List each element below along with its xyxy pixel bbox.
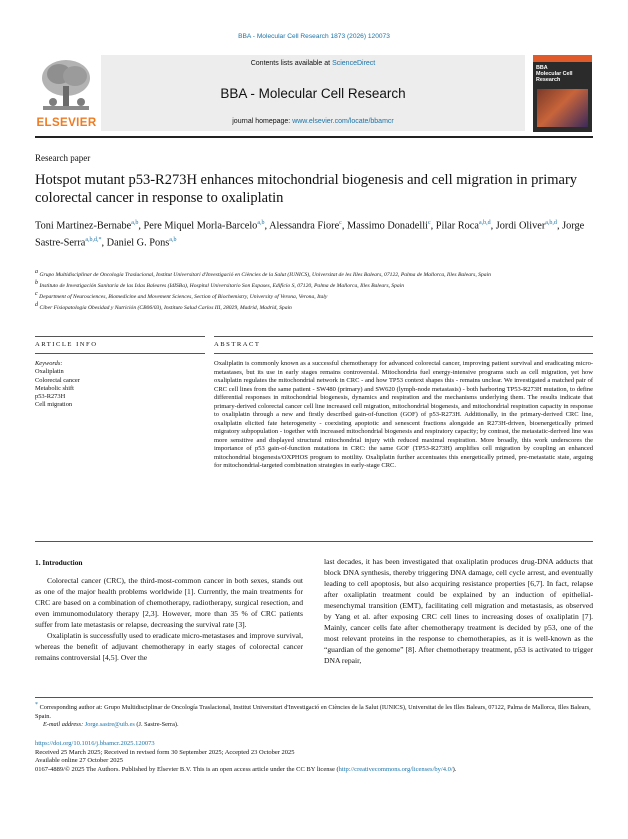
introduction-heading: 1. Introduction (35, 558, 83, 567)
intro-column-right (324, 556, 593, 666)
author-affiliation-marker[interactable]: a,b (169, 237, 177, 244)
keyword: Colorectal cancer (35, 376, 80, 384)
author-affiliation-marker[interactable]: c (339, 220, 342, 226)
journal-reference[interactable]: BBA - Molecular Cell Research 1873 (2026) 120073 (238, 33, 390, 40)
affiliation-text: Instituto de Investigación Sanitaria de las Islas Baleares (IdISBa), Hospital Universitario Son Espases, Edificio S, 07120, Palma de Mallorca, Illes Balears, Spain (39, 282, 405, 289)
keywords-label: Keywords: (35, 360, 63, 367)
author-list: Toni Martinez-Bernabe$^{a,b}$, Pere Miquel Morla-Barcelo$^{a,b}$, Alessandra Fiore$^c$, Massimo Donadelli$^c$, Pilar Roca$^{a,b,d}$, Jordi Oliver$^{a,b,d}$, Jorge Sastre-Serra$^{a,b,d,*}$, Daniel G. Pons$^{a,b}$ (35, 220, 585, 249)
author-affiliation-marker[interactable]: c (427, 220, 431, 226)
email-suffix: (J. Sastre-Serra). (134, 721, 179, 729)
footnote-marker: * (35, 702, 38, 708)
sciencedirect-link[interactable]: ScienceDirect (332, 60, 376, 67)
author-name[interactable]: Jordi Oliver (495, 220, 546, 232)
available-online: Available online 27 October 2025 (35, 757, 123, 764)
license-link[interactable]: http://creativecommons.org/licenses/by/4.0/ (338, 765, 453, 773)
intro-column-left (35, 575, 303, 663)
keywords-block (35, 360, 205, 410)
article-type: Research paper (35, 153, 91, 163)
author-affiliation-marker[interactable]: a,b,d,* (85, 237, 102, 244)
license-line (35, 766, 595, 775)
author-affiliation-marker[interactable]: a,b,d (478, 220, 491, 226)
affiliations (35, 268, 595, 312)
affiliation-item (35, 290, 595, 301)
author-name[interactable]: Toni Martinez-Bernabe (35, 220, 132, 232)
paragraph: Colorectal cancer (CRC), the third-most-common cancer in both sexes, stands out as one of the major health problems worldwide [1]. Currently, the main treatments for CRC are based on a combination of chemotherapy, radiotherapy, surgical resection, and even immunomodulatory therapy [2,3]. However, more than 35 % of CRC patients suffer from late metastasis or relapse, decreasing the survival rate [3]. (35, 576, 303, 629)
homepage-prefix: journal homepage: (232, 118, 293, 125)
publisher-logo-text: ELSEVIER (36, 117, 97, 129)
cover-title: BBA Molecular Cell Research (536, 65, 573, 84)
author-affiliation-marker[interactable]: a,b (257, 220, 265, 226)
footnote-divider (35, 697, 593, 698)
divider (214, 353, 593, 354)
divider (35, 541, 593, 542)
affiliation-key: a (35, 269, 40, 275)
author-name[interactable]: Daniel G. Pons (106, 237, 170, 249)
cover-image (537, 89, 588, 127)
abstract-text: Oxaliplatin is commonly known as a successful chemotherapy for advanced colorectal cancer, improving patient survival and eradicating micro-metastases, but its use in early stages remains controversial. Mitochondria fuel energy-intensive programs such as cell migration, yet how oxaliplatin regulates the mitochondrial network in CRC - and how TP53 context shapes this - remains unclear. We investigated a matched pair of CRC cell lines from the same patient - SW480 (primary) and SW620 (lymph-node metastasis) - both harboring TP53-R273H mutation, to define differential responses in mitochondrial biogenesis, dynamics and respiration and the mechanisms underlying them. The results indicate that primary-derived colorectal cancer cell line increased cell migration, mitochondrial biogenesis, and mitochondrial respiration capacity in response to oxaliplatin through a new and firstly described gain-of-function (GOF) of p53-R273H. Additionally, in the primary-derived CRC line, oxaliplatin elicited fate heterogeneity - coexisting apoptotic and senescent fractions alongside an R273H-driven, bioenergetically primed migratory subpopulation - together with increased mitochondrial biogenesis and respiratory capacity; by contrast, the metastatic-derived line was more sensitive and displayed structural mitochondrial injury with reduced maximal respiration. More broadly, this work underscores the importance of p53 gain-of-function mutations in CRC: the same GOF (TP53-R273H) amplifies cell migration by coupling an enhanced mitochondrial biogenesis/OXPHOS program to motility. Oxaliplatin further accentuates this energetically primed, pre-metastatic state, arguing for mitochondrial-targeted combination strategies in early-stage CRC. (214, 360, 593, 469)
affiliation-item (35, 301, 595, 312)
divider (214, 336, 593, 337)
email-link[interactable]: Jorge.sastre@uib.es (84, 721, 135, 729)
corresponding-author-footnote (35, 701, 595, 730)
divider (35, 336, 205, 337)
author-name[interactable]: Pere Miquel Morla-Barcelo (143, 220, 258, 232)
divider (35, 353, 205, 354)
masthead (35, 55, 593, 133)
homepage-link[interactable]: www.elsevier.com/locate/bbamcr (292, 118, 394, 125)
affiliation-item (35, 268, 595, 279)
abstract-heading: ABSTRACT (214, 341, 261, 348)
footnote-text: Corresponding author at: Grupo Multidisciplinar de Oncología Traslacional, Institut Universitari d'Investigació en Ciències de la Salut (IUNICS), Universitat de les Illes Balears, 07122, Palma de Mallorca, Illes Balears, Spain. (35, 704, 591, 720)
affiliation-item (35, 279, 595, 290)
keywords-list (35, 368, 205, 409)
journal-cover[interactable] (533, 55, 592, 132)
affiliation-text: Department of Neurosciences, Biomedicine and Movement Sciences, Section of Biochemistry, University of Verona, Verona, Italy (39, 293, 328, 300)
received-dates: Received 25 March 2025; Received in revised form 30 September 2025; Accepted 23 October 2025 (35, 748, 295, 756)
keyword: Oxaliplatin (35, 368, 64, 376)
author-affiliation-marker[interactable]: a,b,d (545, 220, 557, 226)
affiliation-text: Ciber Fisiopatología Obesidad y Nutrición (CB06/03), Instituto Salud Carlos III, 28029, Madrid, Madrid, Spain (39, 305, 292, 312)
cover-band (533, 55, 592, 62)
paragraph: Oxaliplatin is successfully used to eradicate micro-metastases and improve survival, whereas the benefit of adjuvant chemotherapy in early stages of colorectal cancer remains controversial [4,5]. Over the (35, 631, 304, 662)
author-name[interactable]: Alessandra Fiore (269, 220, 340, 232)
contents-prefix: Contents lists available at (250, 60, 333, 67)
article-info-heading: ARTICLE INFO (35, 341, 98, 348)
paragraph: last decades, it has been investigated that oxaliplatin produces drug-DNA adducts that block DNA synthesis, thereby triggering DNA damage, cell cycle arrest, and eventually leading to cell apoptosis, but also acquiring resistance properties [6,7]. In fact, relapse after oxaliplatin treatment could be explained by an induction of epithelial-mesenchymal transition (EMT), facilitating cell migration and metastasis, as observed by Yang et al. after exposing CRC cell lines to increasing doses of oxaliplatin [7]. Mainly, cancer cells fate after chemotherapy treatment is decided by p53, one of the most relevant proteins in the response to chemotherapies, as it is well-known as the “guardian of the genome” [8]. After chemotherapy treatment, p53 is activated to trigger DNA repair, (324, 557, 593, 665)
author-name[interactable]: Pilar Roca (435, 220, 479, 232)
affiliation-key: c (35, 291, 40, 298)
publication-info (35, 740, 595, 774)
keyword: p53-R273H (35, 393, 66, 401)
article-title: Hotspot mutant p53-R273H enhances mitochondrial biogenesis and cell migration in primary colorectal cancer in response to oxaliplatin (35, 172, 578, 206)
journal-title: BBA - Molecular Cell Research (220, 86, 406, 101)
masthead-center (101, 55, 525, 131)
email-label: E-mail address: (43, 721, 85, 729)
contents-line (101, 60, 525, 67)
author-name[interactable]: Massimo Donadelli (347, 220, 428, 232)
affiliation-text: Grupo Multidisciplinar de Oncología Traslacional, Institut Universitari d'Investigació en Ciències de la Salut (IUNICS), Universitat de les Illes Balears, 07122, Palma de Mallorca, Illes Balears, Spain (39, 271, 491, 278)
homepage-line (101, 118, 525, 125)
author-name[interactable]: Jorge Sastre-Serra (35, 220, 585, 249)
keyword: Cell migration (35, 401, 73, 409)
affiliation-key: d (35, 302, 40, 309)
keyword: Metabolic shift (35, 384, 74, 392)
doi-link[interactable]: https://doi.org/10.1016/j.bbamcr.2025.120073 (35, 740, 155, 747)
affiliation-key: b (35, 280, 40, 287)
masthead-rule (35, 136, 593, 138)
author-affiliation-marker[interactable]: a,b (131, 220, 139, 226)
license-prefix: 0167-4889/© 2025 The Authors. Published by Elsevier B.V. This is an open access article under the CC BY license ( (35, 765, 339, 773)
license-suffix: ). (452, 765, 457, 773)
